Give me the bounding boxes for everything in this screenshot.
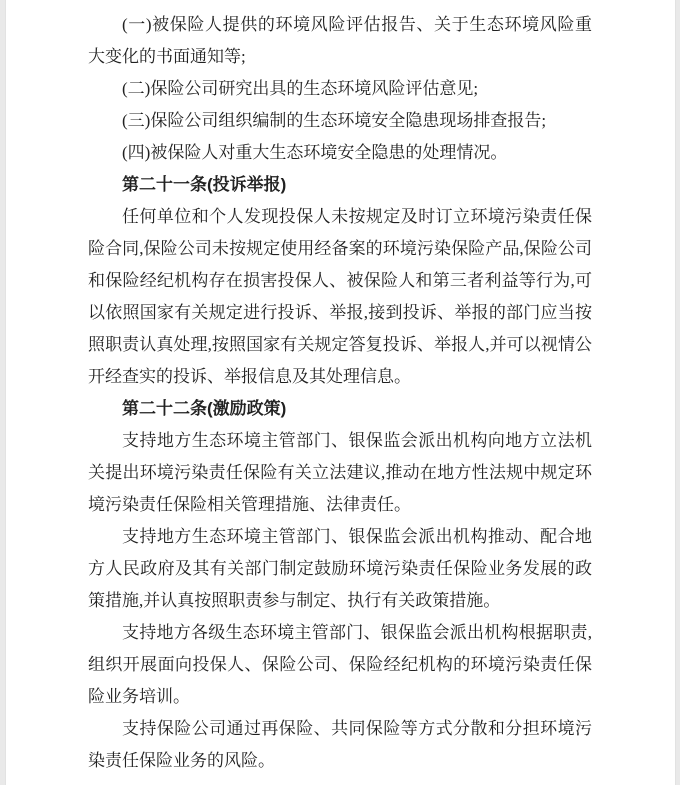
paragraph: (四)被保险人对重大生态环境安全隐患的处理情况。 — [122, 143, 508, 162]
paragraph: (三)保险公司组织编制的生态环境安全隐患现场排查报告; — [122, 111, 547, 130]
article-heading: 第二十二条(激励政策) — [122, 399, 287, 418]
paragraph: 支持地方生态环境主管部门、银保监会派出机构推动、配合地方人民政府及其有关部门制定鼓励环境污染责任保险业务发展的政策措施,并认真按照职责参与制定、执行有关政策措施。 — [88, 527, 592, 610]
paragraph: 任何单位和个人发现投保人未按规定及时订立环境污染责任保险合同,保险公司未按规定使用经备案的环境污染保险产品,保险公司和保险经纪机构存在损害投保人、被保险人和第三者利益等行为,可以依照国家有关规定进行投诉、举报,接到投诉、举报的部门应当按照职责认真处理,按照国家有关规定答复投诉、举报人,并可以视情公开经查实的投诉、举报信息及其处理信息。 — [88, 207, 592, 386]
page-left-edge — [0, 0, 6, 785]
paragraph: (一)被保险人提供的环境风险评估报告、关于生态环境风险重大变化的书面通知等; — [88, 15, 592, 66]
paragraph: 支持保险公司通过再保险、共同保险等方式分散和分担环境污染责任保险业务的风险。 — [88, 719, 592, 770]
paragraph: 支持地方各级生态环境主管部门、银保监会派出机构根据职责,组织开展面向投保人、保险公司、保险经纪机构的环境污染责任保险业务培训。 — [88, 623, 592, 706]
paragraph: 支持地方生态环境主管部门、银保监会派出机构向地方立法机关提出环境污染责任保险有关立法建议,推动在地方性法规中规定环境污染责任保险相关管理措施、法律责任。 — [88, 431, 592, 514]
paragraph: (二)保险公司研究出具的生态环境风险评估意见; — [122, 79, 479, 98]
article-heading: 第二十一条(投诉举报) — [122, 175, 287, 194]
document-page — [88, 9, 592, 777]
page-right-edge — [675, 0, 680, 785]
